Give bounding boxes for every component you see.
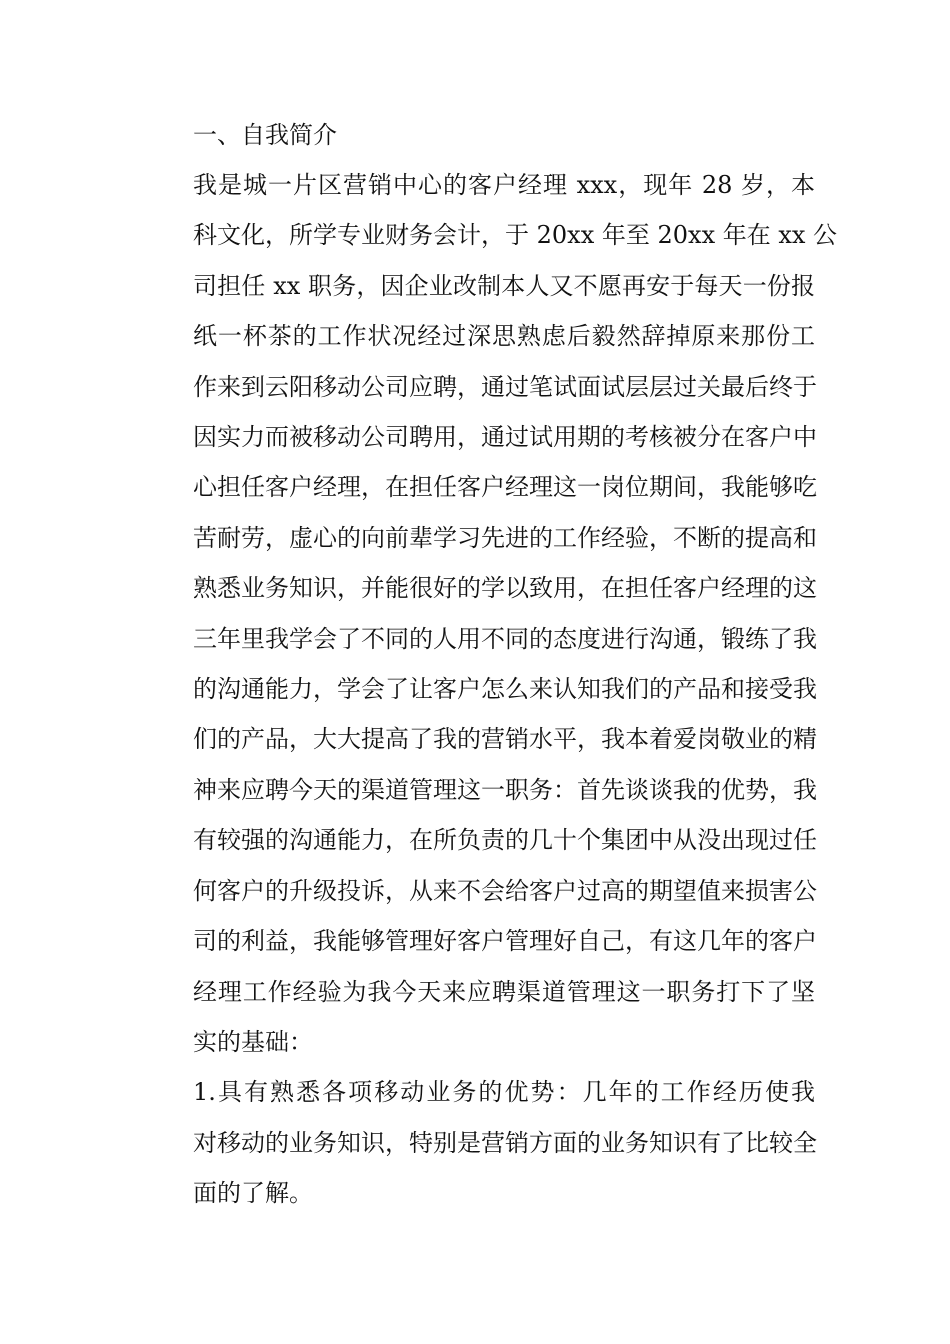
intro-paragraph (145, 160, 838, 1067)
paragraph-line: 我是城一片区营销中心的客户经理 xxx，现年 28 岁，本 (193, 171, 815, 199)
paragraph-line: 实的基础： (193, 1027, 313, 1056)
paragraph-line: 何客户的升级投诉，从来不会给客户过高的期望值来损害公 (193, 876, 817, 905)
paragraph-line: 司担任 xx 职务，因企业改制本人又不愿再安于每天一份报 (193, 271, 815, 300)
paragraph-line: 三年里我学会了不同的人用不同的态度进行沟通，锻练了我 (193, 624, 817, 653)
section-heading: 一、自我简介 (193, 121, 337, 149)
paragraph-line: 的沟通能力，学会了让客户怎么来认知我们的产品和接受我 (193, 675, 817, 704)
paragraph-line: 经理工作经验为我今天来应聘渠道管理这一职务打下了坚 (193, 977, 815, 1006)
paragraph-line: 作来到云阳移动公司应聘，通过笔试面试层层过关最后终于 (193, 372, 817, 401)
paragraph-line: 有较强的沟通能力，在所负责的几十个集团中从没出现过任 (193, 826, 817, 855)
document-page (145, 110, 838, 1219)
paragraph-line: 心担任客户经理，在担任客户经理这一岗位期间，我能够吃 (193, 473, 817, 502)
paragraph-line: 科文化，所学专业财务会计，于 20xx 年至 20xx 年在 xx 公 (193, 221, 838, 250)
paragraph-line: 熟悉业务知识，并能很好的学以致用，在担任客户经理的这 (193, 574, 817, 603)
paragraph-line: 神来应聘今天的渠道管理这一职务：首先谈谈我的优势，我 (193, 775, 817, 804)
paragraph-line: 司的利益，我能够管理好客户管理好自己，有这几年的客户 (193, 927, 817, 956)
paragraph-line: 对移动的业务知识，特别是营销方面的业务知识有了比较全 (193, 1128, 817, 1157)
paragraph-line: 纸一杯茶的工作状况经过深思熟虑后毅然辞掉原来那份工 (193, 322, 815, 351)
paragraph-line: 1.具有熟悉各项移动业务的优势：几年的工作经历使我 (193, 1078, 815, 1107)
paragraph-line: 因实力而被移动公司聘用，通过试用期的考核被分在客户中 (193, 423, 817, 452)
paragraph-line: 苦耐劳，虚心的向前辈学习先进的工作经验，不断的提高和 (193, 523, 817, 552)
paragraph-line: 面的了解。 (193, 1179, 313, 1208)
advantage-paragraph (145, 1067, 815, 1218)
paragraph-line: 们的产品，大大提高了我的营销水平，我本着爱岗敬业的精 (193, 725, 817, 754)
